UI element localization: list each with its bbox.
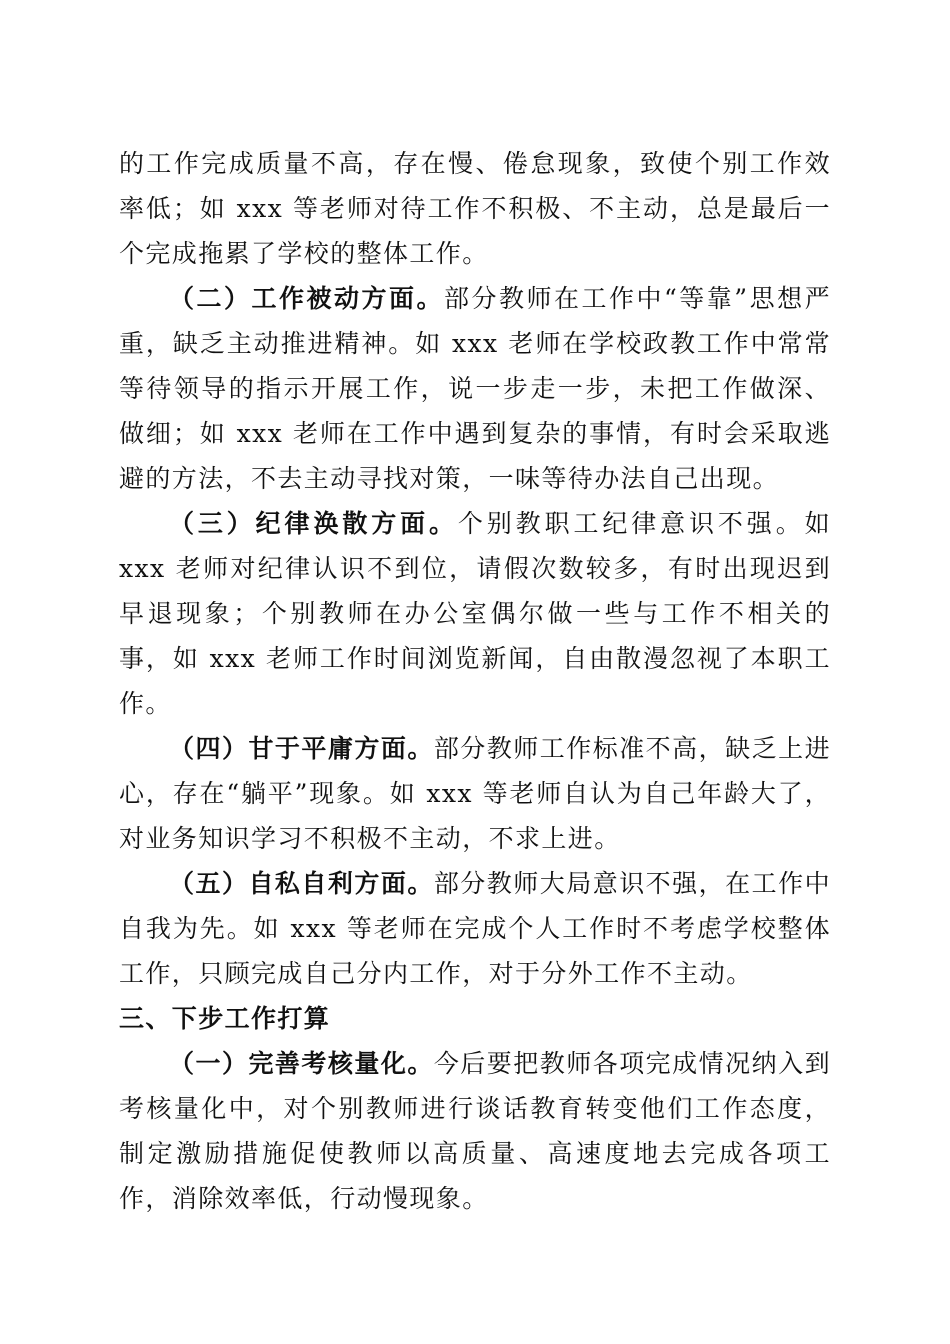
paragraph-body: 个别教职工纪律意识不强。如 xxx 老师对纪律认识不到位，请假次数较多，有时出现迟到早退现象；个别教师在办公室偶尔做一些与工作不相关的事，如 xxx 老师工作时间浏览新闻，自由散漫忽视了本职工作。 bbox=[119, 509, 831, 718]
paragraph-selfishness bbox=[119, 861, 831, 996]
paragraph-lead: （三）纪律涣散方面。 bbox=[169, 509, 458, 538]
paragraph-lax-discipline bbox=[119, 501, 831, 726]
paragraph-passive-work bbox=[119, 276, 831, 501]
paragraph-assessment bbox=[119, 1041, 831, 1221]
paragraph-body: 部分教师工作标准不高，缺乏上进心，存在“躺平”现象。如 xxx 等老师自认为自己年龄大了，对业务知识学习不积极不主动，不求上进。 bbox=[119, 734, 831, 853]
section-heading: 三、下步工作打算 bbox=[119, 1004, 331, 1033]
paragraph-lead: （四）甘于平庸方面。 bbox=[169, 734, 434, 763]
paragraph-body: 的工作完成质量不高，存在慢、倦怠现象，致使个别工作效率低；如 xxx 等老师对待工作不积极、不主动，总是最后一个完成拖累了学校的整体工作。 bbox=[119, 149, 831, 268]
paragraph-body: 今后要把教师各项完成情况纳入到考核量化中，对个别教师进行谈话教育转变他们工作态度，制定激励措施促使教师以高质量、高速度地去完成各项工作，消除效率低，行动慢现象。 bbox=[119, 1049, 831, 1213]
document-body bbox=[119, 141, 831, 1221]
paragraph-lead: （一）完善考核量化。 bbox=[169, 1049, 434, 1078]
paragraph-mediocrity bbox=[119, 726, 831, 861]
paragraph-body: 部分教师大局意识不强，在工作中自我为先。如 xxx 等老师在完成个人工作时不考虑学校整体工作，只顾完成自己分内工作，对于分外工作不主动。 bbox=[119, 869, 831, 988]
paragraph-lead: （二）工作被动方面。 bbox=[169, 284, 445, 313]
paragraph-lead: （五）自私自利方面。 bbox=[169, 869, 434, 898]
paragraph-body: 部分教师在工作中“等靠”思想严重，缺乏主动推进精神。如 xxx 老师在学校政教工作中常常等待领导的指示开展工作，说一步走一步，未把工作做深、做细；如 xxx 老师在工作中遇到复杂的事情，有时会采取逃避的方法，不去主动寻找对策，一味等待办法自己出现。 bbox=[119, 284, 831, 493]
paragraph-continuation bbox=[119, 141, 831, 276]
